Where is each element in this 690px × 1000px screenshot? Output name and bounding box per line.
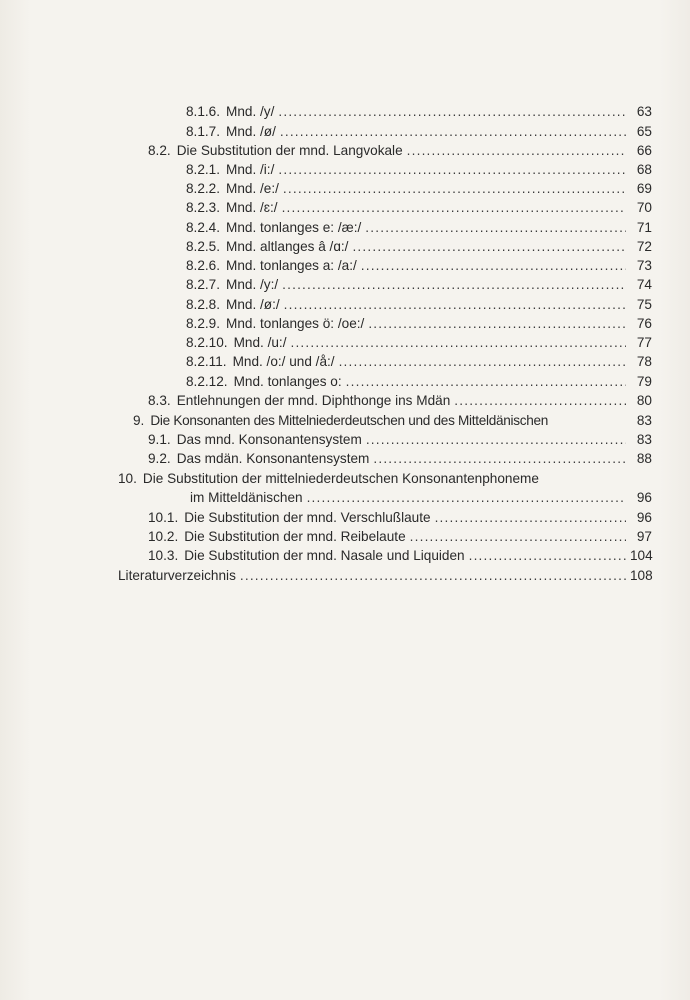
toc-leader-dots <box>352 237 626 257</box>
toc-entry <box>118 469 652 489</box>
toc-entry <box>186 102 652 122</box>
toc-leader-dots <box>373 449 626 469</box>
toc-leader-dots <box>435 508 626 528</box>
toc-entry-page: 77 <box>636 335 652 350</box>
toc-entry <box>186 314 652 334</box>
toc-entry-page: 104 <box>630 548 653 563</box>
toc-entry-title: Entlehnungen der mnd. Diphthonge ins Mdän <box>176 393 451 408</box>
toc-entry-title: Die Substitution der mnd. Langvokale <box>176 143 403 158</box>
toc-entry-page: 71 <box>636 220 652 235</box>
toc-leader-dots <box>365 218 626 238</box>
toc-entry-page: 76 <box>636 316 652 331</box>
toc-entry-page: 72 <box>636 239 652 254</box>
toc-entry-page: 75 <box>636 297 652 312</box>
toc-entry <box>118 566 652 586</box>
toc-entry <box>186 333 652 353</box>
toc-entry <box>186 295 652 315</box>
toc-entry-number: 8.1.7. <box>186 124 221 139</box>
toc-entry-title: Das mnd. Konsonantensystem <box>176 432 362 447</box>
toc-entry-title: Mnd. /ø:/ <box>226 297 280 312</box>
toc-entry <box>186 237 652 257</box>
toc-entry <box>148 546 652 566</box>
toc-leader-dots <box>240 566 626 586</box>
toc-entry-title: Mnd. tonlanges ö: /oe:/ <box>226 316 365 331</box>
toc-leader-dots <box>307 488 626 508</box>
toc-entry-title: Mnd. /y/ <box>226 104 275 119</box>
toc-entry-number: 10.3. <box>148 548 179 563</box>
toc-entry-page: 70 <box>636 200 652 215</box>
toc-entry-number: 10.1. <box>148 510 179 525</box>
toc-entry-page: 96 <box>636 490 652 505</box>
toc-entry-continuation <box>190 488 652 508</box>
toc-entry-title: Mnd. /o:/ und /å:/ <box>232 354 335 369</box>
toc-entry-number: 8.1.6. <box>186 104 221 119</box>
toc-entry <box>148 141 652 161</box>
toc-entry-number: 10. <box>118 471 137 486</box>
toc-leader-dots <box>368 314 626 334</box>
toc-entry-number: 8.2.11. <box>186 354 227 369</box>
toc-leader-dots <box>283 179 626 199</box>
toc-entry-title: Mnd. /ø/ <box>226 124 276 139</box>
toc-leader-dots <box>339 352 626 372</box>
toc-entry-title: Die Konsonanten des Mittelniederdeutschen und des Mitteldänischen <box>150 413 548 428</box>
toc-entry-number: 10.2. <box>148 529 179 544</box>
toc-entry <box>186 352 652 372</box>
toc-entry-title: Mnd. /i:/ <box>226 162 275 177</box>
toc-entry-number: 8.2.3. <box>186 200 221 215</box>
toc-entry <box>148 391 652 411</box>
toc-leader-dots <box>280 122 626 142</box>
toc-entry-page: 78 <box>636 354 652 369</box>
toc-entry-title: Literaturverzeichnis <box>118 568 236 583</box>
toc-entry-number: 9.2. <box>148 451 171 466</box>
toc-leader-dots <box>410 527 626 547</box>
toc-entry <box>186 160 652 180</box>
toc-entry-number: 8.2. <box>148 143 171 158</box>
toc-entry-page: 68 <box>636 162 652 177</box>
toc-entry <box>148 527 652 547</box>
toc-leader-dots <box>282 275 626 295</box>
toc-entry-page: 80 <box>636 393 652 408</box>
toc-entry-title: Die Substitution der mnd. Nasale und Liquiden <box>184 548 465 563</box>
toc-leader-dots <box>284 295 626 315</box>
toc-entry <box>186 275 652 295</box>
toc-entry-number: 8.2.6. <box>186 258 221 273</box>
toc-leader-dots <box>407 141 626 161</box>
toc-leader-dots <box>346 372 626 392</box>
toc-entry-title: im Mitteldänischen <box>190 490 303 505</box>
toc-leader-dots <box>361 256 626 276</box>
toc-entry-page: 96 <box>636 510 652 525</box>
toc-entry-title: Die Substitution der mnd. Reibelaute <box>184 529 406 544</box>
toc-entry <box>148 508 652 528</box>
toc-leader-dots <box>282 198 626 218</box>
toc-leader-dots <box>290 333 626 353</box>
toc-entry-page: 79 <box>636 374 652 389</box>
toc-entry <box>186 218 652 238</box>
toc-entry-title: Mnd. tonlanges a: /a:/ <box>226 258 357 273</box>
toc-entry-page: 63 <box>636 104 652 119</box>
toc-leader-dots <box>366 430 626 450</box>
toc-entry-number: 8.2.7. <box>186 277 221 292</box>
toc-entry <box>186 198 652 218</box>
toc-entry-number: 8.2.12. <box>186 374 228 389</box>
toc-entry-title: Mnd. /e:/ <box>226 181 279 196</box>
toc-entry-title: Mnd. tonlanges e: /æ:/ <box>226 220 362 235</box>
toc-entry-number: 8.2.2. <box>186 181 221 196</box>
toc-entry <box>148 430 652 450</box>
toc-entry-page: 83 <box>636 413 652 428</box>
toc-leader-dots <box>469 546 626 566</box>
toc-entry-page: 74 <box>636 277 652 292</box>
toc-entry-page: 108 <box>630 568 653 583</box>
toc-entry-number: 8.2.8. <box>186 297 221 312</box>
toc-leader-dots <box>278 102 626 122</box>
toc-entry-title: Das mdän. Konsonantensystem <box>176 451 370 466</box>
toc-entry-number: 8.2.9. <box>186 316 221 331</box>
toc-entry-title: Mnd. /u:/ <box>233 335 287 350</box>
toc-entry-number: 8.3. <box>148 393 171 408</box>
toc-entry-page: 66 <box>636 143 652 158</box>
toc-entry-number: 9.1. <box>148 432 171 447</box>
toc-entry-page: 65 <box>636 124 652 139</box>
toc-entry-page: 97 <box>636 529 652 544</box>
toc-entry-number: 8.2.1. <box>186 162 221 177</box>
toc-entry-title: Mnd. /ɛ:/ <box>226 200 278 215</box>
toc-entry-page: 69 <box>636 181 652 196</box>
toc-leader-dots <box>454 391 626 411</box>
toc-entry-number: 8.2.10. <box>186 335 228 350</box>
toc-entry <box>186 372 652 392</box>
toc-entry-title: Die Substitution der mnd. Verschlußlaute <box>184 510 431 525</box>
toc-entry-number: 8.2.5. <box>186 239 221 254</box>
toc-leader-dots <box>278 160 626 180</box>
toc-entry-page: 83 <box>636 432 652 447</box>
toc-entry-title: Mnd. altlanges â /ɑ:/ <box>226 239 349 254</box>
toc-entry-number: 8.2.4. <box>186 220 221 235</box>
toc-entry <box>148 449 652 469</box>
toc-entry-number: 9. <box>133 413 145 428</box>
toc-entry <box>186 256 652 276</box>
toc-entry-title: Die Substitution der mittelniederdeutschen Konsonantenphoneme <box>142 471 539 486</box>
toc-entry <box>133 411 652 431</box>
toc-entry-title: Mnd. tonlanges o: <box>233 374 342 389</box>
toc-entry <box>186 122 652 142</box>
toc-entry-page: 73 <box>636 258 652 273</box>
toc-entry-page: 88 <box>636 451 652 466</box>
toc-entry-title: Mnd. /y:/ <box>226 277 279 292</box>
toc-entry <box>186 179 652 199</box>
